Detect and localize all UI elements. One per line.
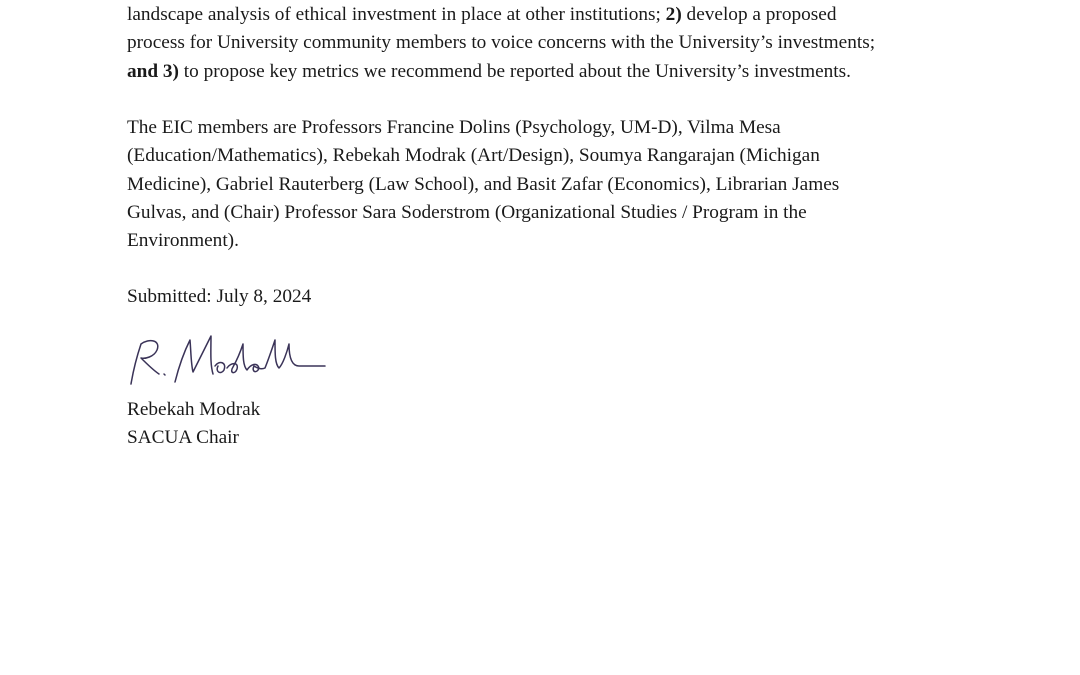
- scope-paragraph: [127, 1, 875, 86]
- handwritten-signature: [123, 322, 333, 392]
- scope-item-2-marker: 2): [665, 4, 682, 25]
- members-line: Gulvas, and (Chair) Professor Sara Soderstrom (Organizational Studies / Program in the: [127, 201, 807, 223]
- members-paragraph: [127, 114, 839, 255]
- signatory-name: Rebekah Modrak: [127, 399, 261, 420]
- scope-item-3-marker: and 3): [127, 60, 179, 82]
- scope-line-3-text-b: to propose key metrics we recommend be reported about the University’s investments.: [178, 60, 851, 82]
- scope-line-1: [127, 1, 875, 29]
- scope-line-1-text-a: landscape analysis of ethical investment in place at other institutions;: [127, 4, 666, 25]
- scope-line-3: [127, 58, 875, 86]
- members-line: Medicine), Gabriel Rauterberg (Law School), and Basit Zafar (Economics), Librarian James: [127, 173, 840, 195]
- signature-stroke-r: [131, 341, 159, 384]
- members-line: Environment).: [127, 230, 239, 252]
- signatory-title: SACUA Chair: [127, 427, 239, 448]
- signature-stroke-m: [175, 336, 213, 382]
- signature-stroke-dot: [164, 374, 165, 375]
- scope-line-2: process for University community members to voice concerns with the University’s investments;: [127, 32, 876, 54]
- members-line: The EIC members are Professors Francine Dolins (Psychology, UM-D), Vilma Mesa: [127, 117, 781, 138]
- members-line: (Education/Mathematics), Rebekah Modrak (Art/Design), Soumya Rangarajan (Michigan: [127, 145, 820, 167]
- signature-stroke-odrak: [215, 340, 325, 373]
- scope-line-1-text-c: develop a proposed: [681, 4, 837, 25]
- submitted-date: Submitted: July 8, 2024: [127, 286, 312, 307]
